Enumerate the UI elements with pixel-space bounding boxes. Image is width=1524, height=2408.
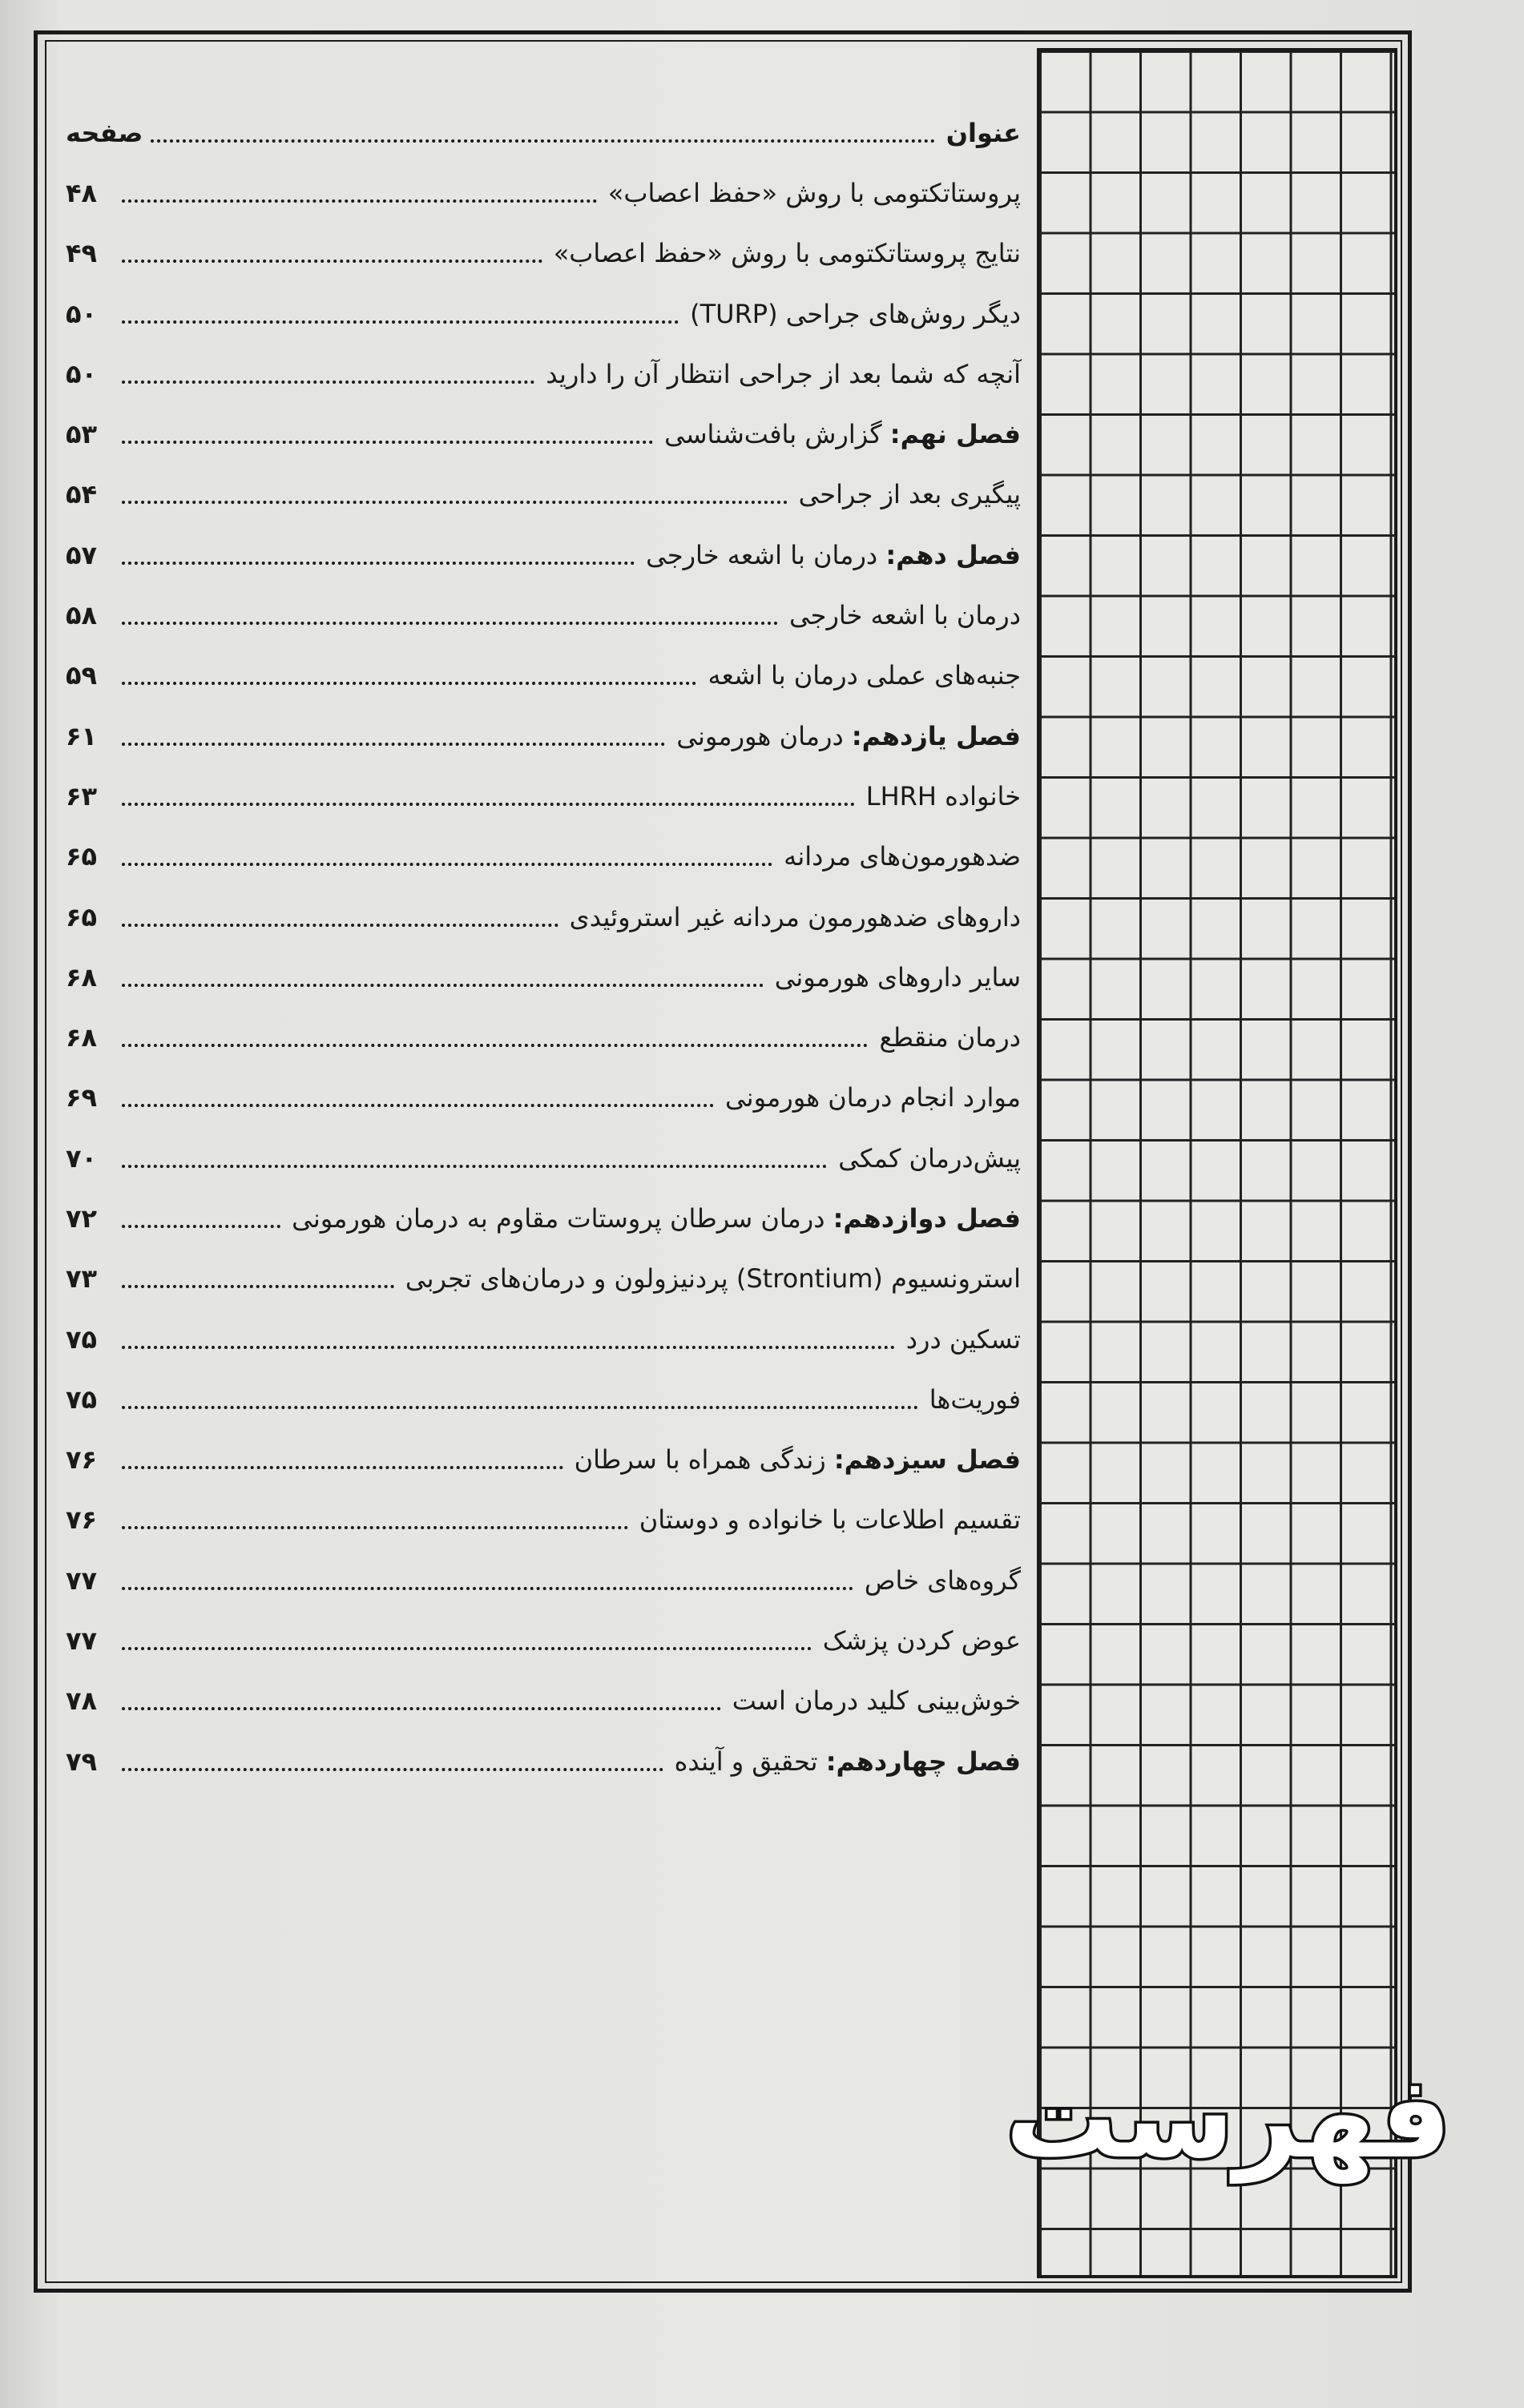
dot-leader (122, 381, 534, 384)
entry-title (670, 721, 1021, 751)
toc-entry (66, 223, 1021, 284)
page-number: ۷۲ (66, 1202, 98, 1234)
entry-text: درمان منقطع (879, 1022, 1021, 1053)
dot-leader (122, 1466, 563, 1469)
entry-title (777, 841, 1021, 872)
entry-text: درمان هورمونی (676, 720, 852, 751)
toc-entry (66, 1249, 1021, 1309)
page-number: ۷۶ (66, 1504, 98, 1536)
entry-text: ضدهورمون‌های مردانه (784, 841, 1021, 872)
dot-leader (122, 501, 788, 504)
toc-entry (66, 706, 1021, 766)
index-title: فهرست (1005, 2053, 1452, 2184)
toc-entry (66, 1610, 1021, 1670)
entry-title (701, 660, 1021, 691)
toc-entry (66, 1430, 1021, 1490)
page-number: ۵۴ (66, 479, 98, 510)
dot-leader (122, 260, 542, 263)
toc-entry (66, 1369, 1021, 1429)
dot-leader (122, 1044, 868, 1047)
entry-title (683, 299, 1021, 329)
entry-text: خانواده LHRH (865, 780, 1021, 811)
dot-leader (122, 1165, 827, 1168)
entry-title (719, 1082, 1021, 1113)
entry-title (539, 359, 1021, 389)
entry-title (547, 238, 1021, 268)
entry-title (399, 1263, 1021, 1294)
page-number: ۷۵ (66, 1383, 98, 1415)
entry-text: استرونسیوم (Strontium) پردنیزولون و درمان‌های تجربی (405, 1263, 1021, 1295)
toc-entry (66, 1068, 1021, 1128)
entry-title (602, 178, 1021, 208)
toc-entry (66, 404, 1021, 464)
entry-title (783, 600, 1021, 630)
dot-leader (122, 1647, 812, 1650)
toc-entry (66, 1550, 1021, 1610)
entry-title (568, 1444, 1021, 1475)
toc-entry (66, 344, 1021, 404)
toc-entry (66, 1671, 1021, 1731)
page-number: ۷۵ (66, 1323, 98, 1355)
toc-entry (66, 766, 1021, 826)
page-number: ۷۷ (66, 1625, 98, 1657)
dot-leader (122, 1346, 895, 1349)
chapter-label: فصل یازدهم: (851, 720, 1021, 751)
entry-text: سایر داروهای هورمونی (774, 961, 1021, 993)
entry-text: گروه‌های خاص (864, 1564, 1021, 1596)
dot-leader (151, 139, 934, 143)
entry-title (658, 419, 1021, 449)
dot-leader (122, 1526, 628, 1529)
entry-text: درمان سرطان پروستات مقاوم به درمان هورمونی (292, 1202, 833, 1234)
dot-leader (122, 863, 772, 866)
page-number: ۶۳ (66, 780, 98, 811)
dot-leader (122, 743, 665, 746)
toc-entry (66, 163, 1021, 223)
toc-entry (66, 827, 1021, 887)
entry-title (900, 1324, 1021, 1355)
entry-text: آنچه که شما بعد از جراحی انتظار آن را دارید (546, 358, 1021, 389)
entry-text: پیگیری بعد از جراحی (798, 479, 1021, 510)
dot-leader (122, 1707, 721, 1710)
dot-leader (122, 984, 764, 987)
chapter-label: فصل نهم: (889, 419, 1021, 450)
toc-entry (66, 1007, 1021, 1067)
toc-header (66, 103, 1021, 163)
dot-leader (122, 1768, 663, 1771)
entry-title (923, 1384, 1021, 1415)
toc-entry (66, 1490, 1021, 1550)
page-number: ۶۹ (66, 1082, 98, 1113)
entry-title (792, 479, 1021, 509)
entry-text: پروستاتکتومی با روش «حفظ اعصاب» (607, 177, 1021, 208)
entry-text: پیش‌درمان کمکی (838, 1142, 1021, 1174)
entry-text: عوض کردن پزشک (822, 1625, 1021, 1657)
toc-entry (66, 1128, 1021, 1188)
toc-entry (66, 646, 1021, 706)
dot-leader (122, 441, 653, 444)
entry-title (633, 1504, 1021, 1535)
entry-text: زندگی همراه با سرطان (574, 1444, 834, 1476)
entry-title (832, 1143, 1021, 1174)
entry-text: درمان با اشعه خارجی (789, 600, 1021, 631)
page-number: ۷۳ (66, 1263, 98, 1295)
entry-title (285, 1203, 1021, 1234)
entry-title (668, 1746, 1021, 1777)
dot-leader (122, 622, 778, 625)
entry-text: جنبه‌های عملی درمان با اشعه (708, 660, 1021, 691)
grid-decoration-panel (1037, 48, 1397, 2278)
page-number: ۵۷ (66, 539, 98, 570)
page-number: ۷۰ (66, 1142, 98, 1174)
entry-text: داروهای ضدهورمون مردانه غیر استروئیدی (569, 901, 1021, 932)
toc-entry (66, 525, 1021, 585)
header-title-label: عنوان (945, 117, 1021, 148)
entry-text: فوریت‌ها (929, 1383, 1021, 1415)
chapter-label: فصل سیزدهم: (833, 1444, 1021, 1476)
entry-text: درمان با اشعه خارجی (646, 539, 886, 570)
chapter-label: فصل چهاردهم: (825, 1746, 1021, 1777)
page-number: ۷۶ (66, 1444, 98, 1476)
toc-entry (66, 947, 1021, 1007)
toc-entry (66, 585, 1021, 645)
page-number: ۷۷ (66, 1564, 98, 1596)
dot-leader (122, 1104, 714, 1107)
page-number: ۷۸ (66, 1685, 98, 1717)
chapter-label: فصل دوازدهم: (833, 1202, 1021, 1234)
toc-entry (66, 465, 1021, 525)
table-of-contents (66, 103, 1021, 1791)
toc-entry (66, 1188, 1021, 1248)
dot-leader (122, 1285, 394, 1288)
dot-leader (122, 199, 597, 203)
entry-title (858, 1565, 1021, 1596)
toc-entry (66, 1731, 1021, 1791)
page-number: ۶۵ (66, 901, 98, 932)
dot-leader (122, 320, 679, 324)
entry-title (816, 1625, 1021, 1656)
entry-title (873, 1022, 1021, 1053)
entry-title (768, 962, 1021, 993)
dot-leader (122, 924, 558, 927)
entry-title (563, 902, 1021, 932)
dot-leader (122, 803, 855, 806)
page-number: ۵۳ (66, 419, 98, 450)
entry-text: تحقیق و آینده (674, 1746, 826, 1777)
entry-text: موارد انجام درمان هورمونی (725, 1082, 1021, 1113)
page-number: ۵۸ (66, 600, 98, 631)
page-number: ۷۹ (66, 1746, 98, 1777)
chapter-label: فصل دهم: (885, 539, 1021, 570)
page-number: ۴۹ (66, 238, 98, 269)
page-number: ۶۵ (66, 841, 98, 872)
page-number: ۶۱ (66, 720, 98, 751)
entry-text: تسکین درد (905, 1323, 1021, 1355)
page-number: ۶۸ (66, 961, 98, 993)
entry-text: گزارش بافت‌شناسی (664, 419, 890, 450)
page-number: ۵۰ (66, 358, 98, 389)
dot-leader (122, 562, 635, 565)
page-number: ۴۸ (66, 177, 98, 208)
entry-text: نتایج پروستاتکتومی با روش «حفظ اعصاب» (553, 238, 1021, 269)
entry-title (639, 540, 1021, 570)
page-number: ۶۸ (66, 1022, 98, 1053)
dot-leader (122, 1406, 918, 1409)
page-number: ۵۹ (66, 660, 98, 691)
header-page-label: صفحه (66, 117, 143, 148)
dot-leader (122, 682, 696, 685)
entry-text: خوش‌بینی کلید درمان است (732, 1685, 1021, 1717)
page-number: ۵۰ (66, 298, 98, 329)
entry-text: دیگر روش‌های جراحی (TURP) (690, 298, 1021, 329)
entry-text: تقسیم اطلاعات با خانواده و دوستان (639, 1504, 1021, 1536)
toc-entry (66, 284, 1021, 344)
entry-title (726, 1685, 1021, 1716)
dot-leader (122, 1587, 853, 1590)
toc-entry (66, 887, 1021, 947)
entry-title (860, 781, 1021, 811)
dot-leader (122, 1225, 280, 1228)
toc-entry (66, 1309, 1021, 1369)
